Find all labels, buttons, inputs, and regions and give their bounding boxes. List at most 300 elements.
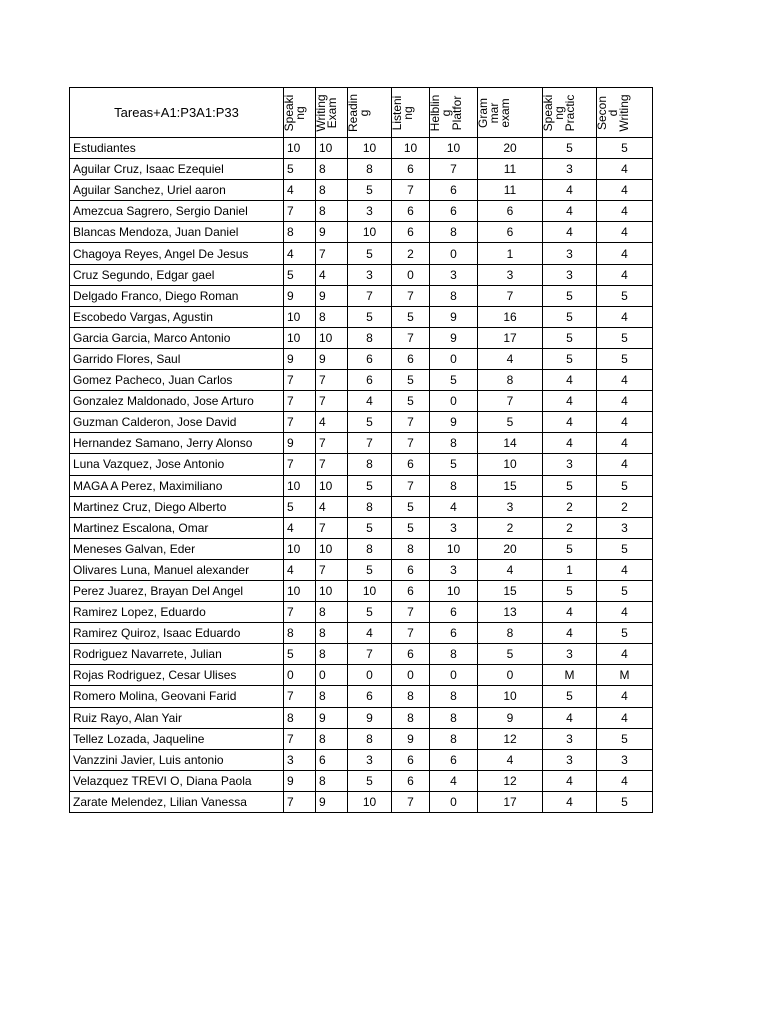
table-row: [70, 770, 653, 791]
score-cell: 11: [478, 159, 543, 180]
student-name-cell: Garcia Garcia, Marco Antonio: [70, 327, 284, 348]
score-cell: 5: [348, 412, 392, 433]
score-cell: 4: [478, 749, 543, 770]
score-cell: 17: [478, 791, 543, 812]
student-name-cell: Ramirez Lopez, Eduardo: [70, 602, 284, 623]
score-cell: 5: [597, 327, 653, 348]
score-cell: 7: [392, 327, 430, 348]
table-row: [70, 602, 653, 623]
score-cell: 7: [316, 559, 348, 580]
score-cell: 6: [430, 602, 478, 623]
score-cell: M: [543, 665, 597, 686]
score-cell: 5: [284, 644, 316, 665]
score-cell: 8: [478, 370, 543, 391]
score-cell: 3: [543, 454, 597, 475]
student-name-cell: Zarate Melendez, Lilian Vanessa: [70, 791, 284, 812]
score-cell: 20: [478, 138, 543, 159]
score-cell: 3: [543, 243, 597, 264]
score-cell: 10: [316, 580, 348, 601]
score-cell: 8: [284, 623, 316, 644]
student-name-cell: Guzman Calderon, Jose David: [70, 412, 284, 433]
score-cell: 6: [430, 623, 478, 644]
score-cell: 7: [316, 433, 348, 454]
header-row: [70, 88, 653, 138]
score-cell: 8: [348, 159, 392, 180]
score-cell: 16: [478, 306, 543, 327]
score-cell: 0: [348, 665, 392, 686]
score-cell: 10: [284, 580, 316, 601]
score-cell: 4: [543, 602, 597, 623]
column-header-label: Listeni ng: [390, 95, 415, 131]
score-cell: 7: [316, 454, 348, 475]
student-name-cell: Rojas Rodriguez, Cesar Ulises: [70, 665, 284, 686]
score-cell: 8: [430, 686, 478, 707]
score-cell: 7: [478, 285, 543, 306]
score-cell: 6: [430, 180, 478, 201]
score-cell: 4: [284, 559, 316, 580]
score-cell: M: [597, 665, 653, 686]
score-cell: 7: [392, 475, 430, 496]
score-cell: 9: [316, 285, 348, 306]
score-cell: 0: [284, 665, 316, 686]
score-cell: 7: [392, 791, 430, 812]
score-cell: 6: [478, 201, 543, 222]
score-cell: 8: [430, 707, 478, 728]
score-cell: 8: [316, 623, 348, 644]
score-cell: 5: [392, 517, 430, 538]
score-cell: 5: [348, 770, 392, 791]
score-cell: 2: [543, 517, 597, 538]
column-header: [478, 88, 543, 138]
score-cell: 10: [348, 138, 392, 159]
table-row: [70, 433, 653, 454]
score-cell: 8: [430, 728, 478, 749]
sheet-title: Tareas+A1:P3A1:P33: [70, 88, 284, 138]
score-cell: 8: [392, 686, 430, 707]
table-row: [70, 370, 653, 391]
score-cell: 4: [597, 433, 653, 454]
score-cell: 8: [316, 686, 348, 707]
score-cell: 4: [316, 264, 348, 285]
score-cell: 6: [430, 201, 478, 222]
score-cell: 5: [597, 580, 653, 601]
column-header: [543, 88, 597, 138]
score-cell: 7: [348, 644, 392, 665]
score-cell: 10: [284, 475, 316, 496]
score-cell: 7: [284, 686, 316, 707]
table-row: [70, 496, 653, 517]
student-name-cell: Gomez Pacheco, Juan Carlos: [70, 370, 284, 391]
student-name-cell: Cruz Segundo, Edgar gael: [70, 264, 284, 285]
score-cell: 5: [284, 264, 316, 285]
score-cell: 7: [430, 159, 478, 180]
score-cell: 3: [430, 559, 478, 580]
score-cell: 7: [392, 623, 430, 644]
student-name-cell: Escobedo Vargas, Agustin: [70, 306, 284, 327]
score-cell: 8: [316, 770, 348, 791]
score-cell: 14: [478, 433, 543, 454]
score-cell: 7: [284, 454, 316, 475]
score-cell: 4: [348, 391, 392, 412]
table-row: [70, 791, 653, 812]
score-cell: 9: [316, 348, 348, 369]
score-cell: 5: [597, 348, 653, 369]
score-cell: 6: [348, 370, 392, 391]
score-cell: 6: [392, 580, 430, 601]
score-cell: 12: [478, 728, 543, 749]
column-header: [348, 88, 392, 138]
student-name-cell: Luna Vazquez, Jose Antonio: [70, 454, 284, 475]
score-cell: 7: [348, 285, 392, 306]
table-row: [70, 159, 653, 180]
table-row: [70, 665, 653, 686]
table-row: [70, 285, 653, 306]
score-cell: 8: [316, 602, 348, 623]
score-cell: 4: [543, 222, 597, 243]
score-cell: 4: [284, 180, 316, 201]
score-cell: 4: [597, 264, 653, 285]
column-header-label: Speaki ng: [282, 94, 307, 132]
score-cell: 3: [348, 264, 392, 285]
score-cell: 8: [478, 623, 543, 644]
column-header: [597, 88, 653, 138]
table-row: [70, 644, 653, 665]
score-cell: 8: [284, 222, 316, 243]
score-cell: 5: [478, 644, 543, 665]
score-cell: 12: [478, 770, 543, 791]
score-cell: 3: [430, 517, 478, 538]
score-cell: 9: [316, 791, 348, 812]
table-row: [70, 348, 653, 369]
score-cell: 10: [316, 327, 348, 348]
score-cell: 7: [316, 391, 348, 412]
score-cell: 0: [430, 665, 478, 686]
student-name-cell: Delgado Franco, Diego Roman: [70, 285, 284, 306]
score-cell: 6: [392, 201, 430, 222]
score-cell: 3: [543, 749, 597, 770]
score-cell: 5: [348, 306, 392, 327]
score-cell: 6: [430, 749, 478, 770]
score-cell: 4: [284, 243, 316, 264]
score-cell: 9: [284, 770, 316, 791]
score-cell: 4: [597, 243, 653, 264]
score-cell: 8: [316, 728, 348, 749]
score-cell: 3: [348, 201, 392, 222]
score-cell: 4: [348, 623, 392, 644]
score-cell: 4: [597, 770, 653, 791]
score-cell: 5: [597, 285, 653, 306]
score-cell: 6: [392, 222, 430, 243]
score-cell: 4: [543, 412, 597, 433]
score-cell: 5: [543, 475, 597, 496]
score-cell: 3: [597, 749, 653, 770]
score-cell: 4: [597, 306, 653, 327]
score-cell: 8: [430, 644, 478, 665]
student-name-cell: Martinez Cruz, Diego Alberto: [70, 496, 284, 517]
score-cell: 8: [430, 222, 478, 243]
student-name-cell: Meneses Galvan, Eder: [70, 538, 284, 559]
student-name-cell: Gonzalez Maldonado, Jose Arturo: [70, 391, 284, 412]
column-header-label: Readin g: [346, 93, 371, 133]
student-name-cell: Vanzzini Javier, Luis antonio: [70, 749, 284, 770]
table-row: [70, 412, 653, 433]
score-cell: 10: [284, 327, 316, 348]
score-cell: 6: [392, 749, 430, 770]
score-cell: 7: [284, 791, 316, 812]
student-name-cell: Aguilar Sanchez, Uriel aaron: [70, 180, 284, 201]
student-name-cell: Olivares Luna, Manuel alexander: [70, 559, 284, 580]
score-cell: 9: [392, 728, 430, 749]
score-cell: 5: [543, 306, 597, 327]
score-cell: 5: [478, 412, 543, 433]
score-cell: 5: [392, 496, 430, 517]
table-row: [70, 306, 653, 327]
score-cell: 10: [284, 538, 316, 559]
score-cell: 9: [284, 433, 316, 454]
score-cell: 5: [392, 306, 430, 327]
student-name-cell: Garrido Flores, Saul: [70, 348, 284, 369]
score-cell: 4: [316, 412, 348, 433]
score-cell: 4: [597, 412, 653, 433]
score-cell: 8: [316, 201, 348, 222]
table-row: [70, 222, 653, 243]
score-cell: 8: [430, 285, 478, 306]
score-cell: 4: [597, 391, 653, 412]
score-cell: 7: [316, 517, 348, 538]
score-cell: 6: [392, 644, 430, 665]
table-row: [70, 327, 653, 348]
grades-table-body: [70, 88, 653, 813]
column-header-label: Secon d Writing: [595, 94, 631, 132]
score-cell: 7: [392, 602, 430, 623]
score-cell: 8: [392, 538, 430, 559]
score-cell: 8: [430, 475, 478, 496]
score-cell: 13: [478, 602, 543, 623]
table-row: [70, 538, 653, 559]
score-cell: 0: [316, 665, 348, 686]
student-name-cell: Ruiz Rayo, Alan Yair: [70, 707, 284, 728]
score-cell: 5: [543, 348, 597, 369]
score-cell: 6: [392, 770, 430, 791]
score-cell: 4: [597, 201, 653, 222]
score-cell: 9: [316, 707, 348, 728]
student-name-cell: Estudiantes: [70, 138, 284, 159]
table-row: [70, 454, 653, 475]
score-cell: 8: [284, 707, 316, 728]
table-row: [70, 391, 653, 412]
score-cell: 8: [348, 728, 392, 749]
score-cell: 10: [430, 580, 478, 601]
score-cell: 7: [348, 433, 392, 454]
score-cell: 4: [543, 770, 597, 791]
score-cell: 8: [392, 707, 430, 728]
score-cell: 7: [284, 391, 316, 412]
student-name-cell: MAGA A Perez, Maximiliano: [70, 475, 284, 496]
student-name-cell: Aguilar Cruz, Isaac Ezequiel: [70, 159, 284, 180]
column-header-label: Helblin g Platfor: [428, 94, 464, 132]
score-cell: 4: [543, 391, 597, 412]
score-cell: 10: [348, 222, 392, 243]
score-cell: 4: [597, 644, 653, 665]
score-cell: 5: [348, 180, 392, 201]
score-cell: 7: [284, 728, 316, 749]
score-cell: 9: [316, 222, 348, 243]
score-cell: 5: [597, 623, 653, 644]
score-cell: 9: [284, 348, 316, 369]
score-cell: 10: [284, 138, 316, 159]
score-cell: 8: [348, 454, 392, 475]
student-name-cell: Ramirez Quiroz, Isaac Eduardo: [70, 623, 284, 644]
score-cell: 7: [284, 602, 316, 623]
score-cell: 8: [316, 159, 348, 180]
table-row: [70, 686, 653, 707]
score-cell: 2: [543, 496, 597, 517]
score-cell: 8: [348, 538, 392, 559]
table-row: [70, 201, 653, 222]
student-name-cell: Tellez Lozada, Jaqueline: [70, 728, 284, 749]
score-cell: 0: [430, 348, 478, 369]
score-cell: 5: [543, 538, 597, 559]
score-cell: 20: [478, 538, 543, 559]
score-cell: 5: [597, 475, 653, 496]
score-cell: 4: [597, 159, 653, 180]
score-cell: 10: [316, 138, 348, 159]
score-cell: 5: [348, 517, 392, 538]
score-cell: 4: [597, 454, 653, 475]
score-cell: 6: [392, 454, 430, 475]
score-cell: 4: [597, 370, 653, 391]
column-header: [284, 88, 316, 138]
score-cell: 4: [543, 180, 597, 201]
table-row: [70, 749, 653, 770]
score-cell: 5: [543, 686, 597, 707]
score-cell: 8: [348, 327, 392, 348]
score-cell: 10: [316, 538, 348, 559]
score-cell: 8: [316, 644, 348, 665]
score-cell: 9: [430, 412, 478, 433]
score-cell: 9: [430, 327, 478, 348]
score-cell: 5: [430, 454, 478, 475]
table-row: [70, 475, 653, 496]
score-cell: 6: [392, 159, 430, 180]
score-cell: 6: [348, 348, 392, 369]
score-cell: 7: [392, 412, 430, 433]
score-cell: 10: [348, 791, 392, 812]
score-cell: 7: [284, 412, 316, 433]
score-cell: 4: [284, 517, 316, 538]
score-cell: 10: [430, 138, 478, 159]
score-cell: 7: [284, 201, 316, 222]
score-cell: 5: [430, 370, 478, 391]
score-cell: 15: [478, 580, 543, 601]
score-cell: 3: [430, 264, 478, 285]
table-row: [70, 707, 653, 728]
score-cell: 2: [478, 517, 543, 538]
score-cell: 0: [430, 791, 478, 812]
score-cell: 3: [284, 749, 316, 770]
score-cell: 8: [316, 180, 348, 201]
score-cell: 4: [543, 623, 597, 644]
score-cell: 5: [597, 538, 653, 559]
score-cell: 10: [284, 306, 316, 327]
score-cell: 4: [543, 433, 597, 454]
score-cell: 3: [543, 728, 597, 749]
score-cell: 4: [597, 686, 653, 707]
score-cell: 0: [392, 665, 430, 686]
score-cell: 0: [430, 243, 478, 264]
score-cell: 5: [348, 602, 392, 623]
score-cell: 4: [543, 791, 597, 812]
score-cell: 10: [392, 138, 430, 159]
grades-table: [69, 87, 653, 813]
score-cell: 10: [316, 475, 348, 496]
score-cell: 3: [478, 264, 543, 285]
score-cell: 11: [478, 180, 543, 201]
score-cell: 10: [348, 580, 392, 601]
score-cell: 3: [543, 264, 597, 285]
score-cell: 4: [478, 559, 543, 580]
score-cell: 7: [316, 370, 348, 391]
score-cell: 6: [392, 559, 430, 580]
score-cell: 9: [478, 707, 543, 728]
table-row: [70, 264, 653, 285]
score-cell: 3: [348, 749, 392, 770]
score-cell: 4: [597, 180, 653, 201]
score-cell: 4: [478, 348, 543, 369]
score-cell: 7: [316, 243, 348, 264]
score-cell: 7: [478, 391, 543, 412]
score-cell: 6: [348, 686, 392, 707]
column-header: [430, 88, 478, 138]
score-cell: 9: [348, 707, 392, 728]
score-cell: 1: [478, 243, 543, 264]
student-name-cell: Martinez Escalona, Omar: [70, 517, 284, 538]
table-row: [70, 623, 653, 644]
score-cell: 6: [316, 749, 348, 770]
score-cell: 5: [348, 559, 392, 580]
score-cell: 5: [543, 327, 597, 348]
score-cell: 0: [478, 665, 543, 686]
table-row: [70, 517, 653, 538]
score-cell: 17: [478, 327, 543, 348]
score-cell: 10: [478, 686, 543, 707]
student-name-cell: Rodriguez Navarrete, Julian: [70, 644, 284, 665]
score-cell: 8: [348, 496, 392, 517]
score-cell: 3: [478, 496, 543, 517]
score-cell: 15: [478, 475, 543, 496]
score-cell: 10: [430, 538, 478, 559]
score-cell: 5: [348, 475, 392, 496]
score-cell: 9: [284, 285, 316, 306]
score-cell: 3: [543, 644, 597, 665]
score-cell: 5: [392, 391, 430, 412]
score-cell: 3: [543, 159, 597, 180]
score-cell: 2: [597, 496, 653, 517]
score-cell: 7: [392, 285, 430, 306]
score-cell: 5: [284, 159, 316, 180]
score-cell: 5: [543, 285, 597, 306]
column-header-label: Speaki ng Practic: [541, 94, 577, 132]
student-name-cell: Amezcua Sagrero, Sergio Daniel: [70, 201, 284, 222]
score-cell: 8: [430, 433, 478, 454]
score-cell: 5: [597, 728, 653, 749]
score-cell: 0: [430, 391, 478, 412]
student-name-cell: Perez Juarez, Brayan Del Angel: [70, 580, 284, 601]
score-cell: 5: [392, 370, 430, 391]
table-row: [70, 728, 653, 749]
table-row: [70, 580, 653, 601]
column-header: [316, 88, 348, 138]
